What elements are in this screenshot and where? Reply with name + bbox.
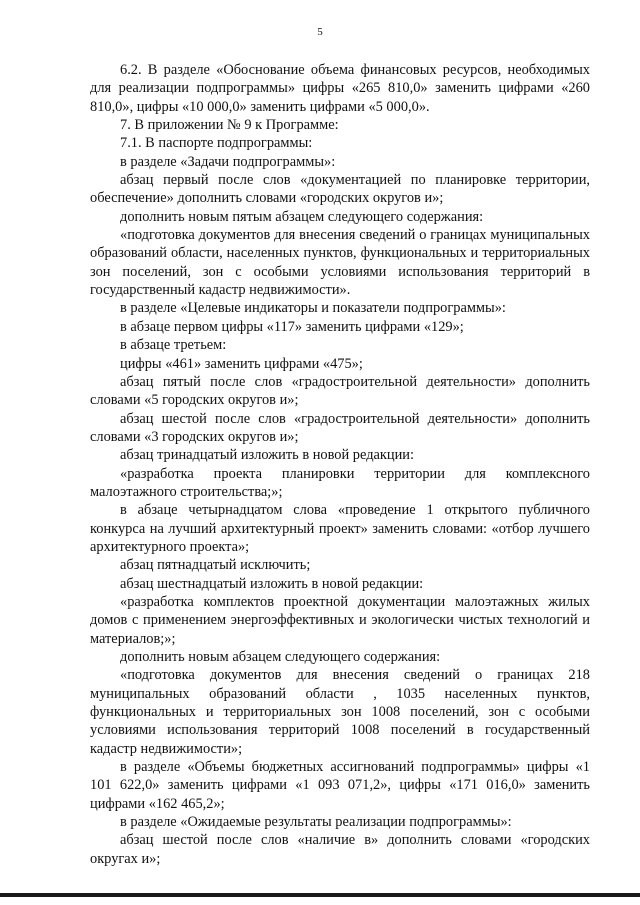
paragraph-7: 7. В приложении № 9 к Программе: bbox=[120, 117, 339, 134]
paragraph-6-2: 6.2. В разделе «Обоснование объема финансовых ресурсов, необходимых для реализации подпрограммы» цифры «265 810,0» заменить цифрами «260 810,0», цифры «10 000,0» заменить цифрами «5 000,0». bbox=[90, 62, 590, 115]
bottom-scan-edge bbox=[0, 893, 640, 897]
paragraph: абзац шестнадцатый изложить в новой редакции: bbox=[120, 575, 424, 592]
paragraph: «разработка комплектов проектной документации малоэтажных жилых домов с применением энергоэффективных и экологически чистых технологий и материалов;»; bbox=[90, 593, 590, 647]
paragraph: в абзаце третьем: bbox=[120, 337, 227, 354]
paragraph-7-1: 7.1. В паспорте подпрограммы: bbox=[120, 135, 313, 152]
document-body bbox=[90, 61, 590, 868]
paragraph: в абзаце первом цифры «117» заменить цифрами «129»; bbox=[120, 318, 464, 335]
paragraph: абзац пятый после слов «градостроительной деятельности» дополнить словами «5 городских округов и»; bbox=[90, 373, 590, 409]
paragraph: в абзаце четырнадцатом слова «проведение 1 открытого публичного конкурса на лучший архитектурный проект» заменить словами: «отбор лучшего архитектурного проекта»; bbox=[90, 502, 590, 555]
paragraph: «подготовка документов для внесения сведений о границах муниципальных образований области, населенных пунктов, функциональных и территориальных зон поселений, зон с особыми условиями использования территорий в государственный кадастр недвижимости». bbox=[90, 227, 590, 299]
paragraph: в разделе «Целевые индикаторы и показатели подпрограммы»: bbox=[120, 300, 506, 317]
paragraph: дополнить новым абзацем следующего содержания: bbox=[120, 649, 441, 665]
paragraph: абзац тринадцатый изложить в новой редакции: bbox=[120, 447, 414, 464]
paragraph: абзац шестой после слов «градостроительной деятельности» дополнить словами «3 городских округов и»; bbox=[90, 410, 590, 445]
paragraph: в разделе «Ожидаемые результаты реализации подпрограммы»: bbox=[120, 814, 512, 831]
paragraph: «разработка проекта планировки территории для комплексного малоэтажного строительства;»; bbox=[90, 465, 590, 500]
paragraph: в разделе «Объемы бюджетных ассигнований подпрограммы» цифры «1 101 622,0» заменить цифрами «1 093 071,2», цифры «171 016,0» заменить цифрами «162 465,2»; bbox=[90, 759, 590, 812]
paragraph: абзац шестой после слов «наличие в» дополнить словами «городских округах и»; bbox=[90, 832, 590, 867]
paragraph: дополнить новым пятым абзацем следующего содержания: bbox=[120, 208, 484, 225]
paragraph: абзац пятнадцатый исключить; bbox=[120, 557, 311, 574]
paragraph: в разделе «Задачи подпрограммы»: bbox=[120, 153, 336, 170]
paragraph: цифры «461» заменить цифрами «475»; bbox=[120, 355, 363, 372]
paragraph: «подготовка документов для внесения сведений о границах 218 муниципальных образований области , 1035 населенных пунктов, функциональных и территориальных зон 1008 поселений, зон с особыми условиями использования территорий 1008 поселений в государственный кадастр недвижимости»; bbox=[90, 667, 590, 757]
paragraph: абзац первый после слов «документацией по планировке территории, обеспечение» дополнить словами «городских округов и»; bbox=[90, 172, 590, 207]
page-number: 5 bbox=[317, 26, 323, 38]
